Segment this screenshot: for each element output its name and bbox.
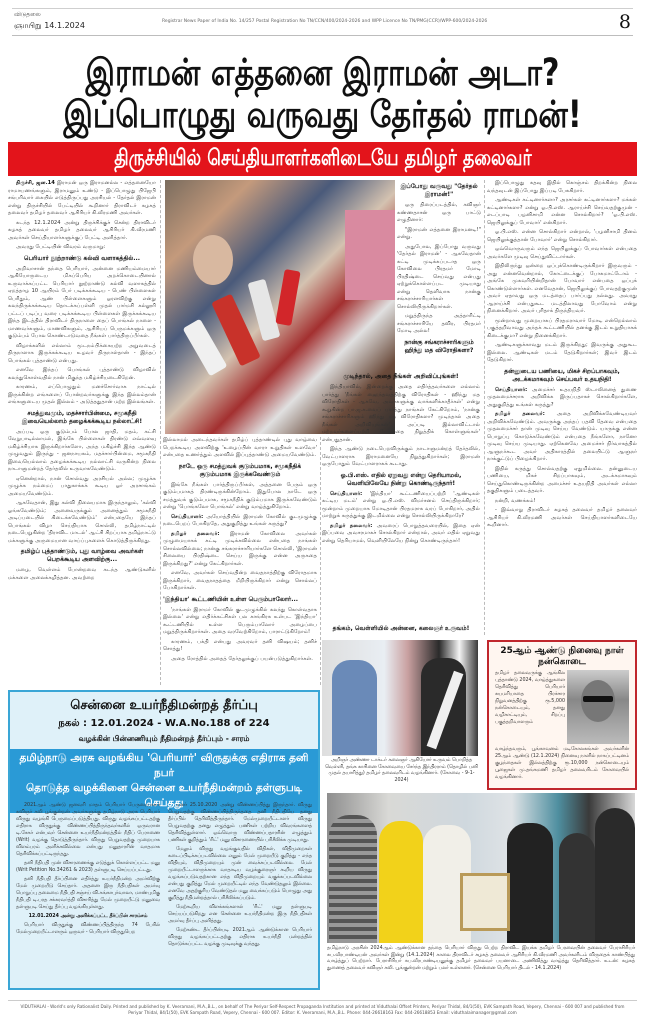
court-subtitle: வழக்கின் பின்னணியும் நீதிமன்றத் தீர்ப்பும் - சாரம்	[78, 734, 250, 743]
article-paragraph: காரணம், பக்தி என்பது அவரவர் தனி விஷயம்; தனிச் சொத்து!	[163, 638, 317, 652]
award-frame	[460, 873, 510, 931]
microphone-shape	[248, 279, 281, 342]
article-paragraph: மழை, வெள்ளம் போன்றவை கடந்த ஆண்டுகளில் மக்களை அலைக்கழித்தன. அவற்றை	[8, 567, 156, 581]
article-paragraph: ஆண்டிகள் கட்டினார்களா? அரசர்கள் கட்டினார்களா? மக்கள் கட்டினார்களா? என்று ஓ.பி.எஸ். ஆராய்ச்சி செய்வதற்குமுன் - எடப்பாடி பழனிசாமி என்ன சொல்கிறார்? 'ஓ.பி.எஸ். ஜெயிலுக்குப் போவார்' என்கிறார்.	[487, 197, 637, 226]
court-case-ref: நகல் : 12.01.2024 - W.A.No.188 of 224	[58, 718, 270, 729]
subheading: நாடே ஒரு சமத்துவக் குடும்பமாக, சமூகநீதிக் குடும்பமாக இருக்கவேண்டும்	[178, 462, 302, 478]
photo-figure	[595, 808, 635, 943]
subheading: ஓ.பி.எஸ். எதில் ஏறுவது என்று தெரியாமல், வெளியிலேயே நின்று கொண்டிருந்தார்!	[340, 471, 462, 487]
article-paragraph: ஆண்டிகளுக்காவது மடம் இருக்கிறது; இவருக்கு அதுகூட இல்லை. ஆண்டிகள் மடம் தேடுகிறார்கள்; இவர் இடம் தேடுகிறார்.	[487, 342, 637, 363]
memorial-donation-box	[487, 640, 637, 790]
photo-figure	[559, 833, 595, 943]
qa-answer: தமிழர் தலைவர்: அதை அறிவிக்கவேண்டியவர் அறிவிக்கவேண்டும். அவருக்கு அந்தப் பதவி தேவை என்பதை முதலமைச்சர் தான் முடிவு செய்ய வேண்டும். யாருக்கு என்ன பொறுப்பு கொடுக்கவேண்டும் என்பதை நீங்களோ, நானோ முடிவு செய்ய முடியாது. ஏற்கெனவே அமைச்சர் நிர்வாகத்தில் ஆளுநர்கூட அவர் அதிகாரத்தில் தலையிட்டு ஆளுநர் நாக்குட்டுப் பிழைக்கிறார்.	[487, 411, 637, 462]
sub-headline-banner	[8, 142, 637, 176]
issue-date: ஞாயிறு 14.1.2024	[14, 21, 85, 30]
article-paragraph: காரணம், எப்பொழுதும் மனச்சோர்வாக நாட்டில் இருக்கின்ற எங்களைப் போன்றவர்களுக்கு இந்த இல்லம்தான் எங்களுடைய முதல் இல்லம் - அடுத்ததுதான் மற்ற இல்லங்கள்.	[8, 384, 156, 405]
article-column-3b	[322, 370, 480, 620]
subheading: தமிழ்ப் புத்தாண்டும், புது வாழ்வை அவர்கள் பெறக்கூடிய அளவிற்கு...	[20, 548, 144, 563]
court-paragraph: மேலும் விருது வழங்குவதில் விதிகள், விதிமுறைகள் கடைப்பிடிக்கப்படவில்லை எனும் மேல் முறையீடு குறித்து - எந்த விதியும், விதிமுறையும் முன் வைக்கப்படவில்லை. மேல் முறையீட்டாளருக்காக வாதாடிய வழக்குரைஞர் கூறிய விருது வழங்கப்படுவதற்கான எந்த விதிமுறையும் வகுக்கப்படவில்லை என்பது குறித்து மேல் முறையீட்டில் எந்த வேண்டுதலும் இல்லை. எனவே அதற்குரிய வேண்டுதல் மனு வைக்கப்படும் பொழுது அது குறித்து நீதிமன்றத்தால் பரிசீலிக்கப்படும்.	[168, 847, 312, 901]
article-paragraph: விழாக்களில் எல்லாம் மூடநம்பிக்கையற்ற அறுவடைத் திருநாளாக இருக்கக்கூடிய உழவர் திருநாள்தான் - இந்தப் பொங்கல் புத்தாண்டு என்பது.	[8, 342, 156, 364]
qa-question: செய்தியாளர்: அயோத்தியில் இராமன் கோவில் குடமுழுக்கு நடைபெறப் போகிறதே, அதுகுறித்து உங்கள் கருத்து?	[163, 513, 317, 527]
article-paragraph: அதுபோல, இப்போது வருவது 'தேர்தல் இராமன்' - ஆகவேதான் கட்டி முடிக்கப்படாத ஒரு கோவிலை பிரதமர் மோடி பிரதிஷ்டை செய்வது என்பது ஏற்றுக்கொள்ளப்பட முடியாது என்று தெளிவாக நான்கு சங்கராச்சாரியார்கள் சொல்லியிருக்கிறார்கள்.	[397, 243, 481, 310]
court-paragraph: தனி நீதிபதி முன் விசாரணைக்கு எடுத்துக் கொள்ளப்பட்ட மனு (Writ Petition No.34261 & 2023) தள்ளுபடி செய்யப்பட்டது.	[16, 861, 160, 873]
photo-figure	[583, 696, 613, 702]
article-paragraph: இங்கே நீங்கள் பார்த்திருப்பீர்கள், அத்தனை பேரும் ஒரு குடும்பமாகத் திரண்டிருக்கின்றோம். இதுபோல நாடே ஒரு சமத்துவக் குடும்பமாக, சமூகநீதிக் குடும்பமாக இருக்கவேண்டும் என்று 'பொங்கலோ பொங்கல்' என்று வாழ்த்துகிறோம்.	[163, 481, 317, 510]
court-band-line-2: தொடுத்த வழக்கினை சென்னை உயர்நீதிமன்றம் தள்ளுபடி செய்தது	[26, 782, 302, 809]
article-paragraph: இந்த ஆண்டு நடைபெறவிருக்கும் நாடாளுமன்றத் தேர்தலில், வேட்பாளராக இராமனையே நிறுத்துகிறார்கள்; இராமன் ஒருபோதும் வேட்பாளராகக் கூடாது.	[322, 446, 480, 467]
article-paragraph: ஆகவேதான், இது கல்வி நிலையமாக இருந்தாலும், 'கல்வி ஓங்கவேண்டும்; அனைவருக்கும் அனைத்தும் சமூகநீதி அடிப்படையில் கிடைக்கவேண்டும்' என்பதையே இந்தப் பொங்கல் விழா செய்தியாக சொல்லி, தமிழ்நாட்டில் நடைபெறுகின்ற 'திராவிட மாடல்' ஆட்சி சிறப்பாக தமிழ்நாட்டு மக்களுக்கு அருமையான வாய்ப்புகளைக் கொடுத்திருக்கிறது.	[8, 500, 156, 544]
court-columns	[16, 802, 312, 982]
court-title: சென்னை உயர்நீதிமன்றத் தீர்ப்பு	[70, 698, 258, 713]
court-paragraph: தனி நீதிபதி தீர்ப்பினை எதிர்த்து உயர்நீதிமன்ற அமர்விற்கு மேல் முறையீடு செய்தார். அதனை இரு நீதிபதிகள் அமர்வு பொறுப்பு தலைமை நீதிபதி சஞ்சய் வி.கங்காபுர்வாலா, மாண்புமிகு நீதிபதி டி.பரத சக்கரவர்த்தி விசாரித்து மேல் முறையீட்டு மனுவை தள்ளுபடி செய்து தீர்ப்பு வழங்கியுள்ளது.	[16, 877, 160, 910]
article-paragraph: மறுத்திருந்த அத்தாரிட்டி சங்கராச்சாரியே தவிர, பிரதமர் மோடி அல்ல!	[397, 313, 481, 334]
page-number: 8	[618, 11, 631, 33]
footer-line-1: VIDUTHALAI - World's only Rationalist Daily. Printed and published by K. Veeramani, M.A.,B.L., on behalf of The Periyar Self-Respect Propaganda Institution and printed at Viduthalai Offset Printers, Periyar Thidal, 84/1(50), EVK Sampath Road, Vepery, Chennai - 600 007 and published from	[20, 1004, 625, 1009]
court-verdict-box	[8, 690, 320, 990]
article-paragraph: 'நாங்கள் இராமர் கோவில் குடமுழுக்கில் கலந்து கொள்வதாக இல்லை' என்று எதிர்க்கட்சிகள் பல காங்கிரசு உள்பட 'இந்தியா' கூட்டணியில் உள்ள பெரும்பாலோர் அழைப்பை மறுத்திருக்கிறார்கள். அதை வரவேற்கிறோம், பாராட்டுகிறோம்!	[163, 606, 317, 635]
article-paragraph: அப்படி ஒரு குடும்பம் போல ஜாதி, மதம், கட்சி வேறுபாடில்லாமல், இங்கே பிள்ளைகள் திரண்டு எவ்வளவு மகிழ்ச்சியாக இருக்கிறார்களோ, அந்த மகிழ்ச்சி இந்த ஆண்டு முழுவதும் இருந்து - ஜனநாயகம், மதச்சார்பின்மை, சமூகநீதி இவையெல்லாம் தழைக்கக்கூடிய நல்லாட்சி வருகின்ற நிலை நாடாளுமன்றத் தேர்தலில் உருவாகவேண்டும்.	[8, 428, 156, 472]
article-paragraph: திருச்சி, ஜன.14 இராமன் ஒரு இராமனல்ல - எத்தனையோ ராமாயணங்களும், இராமனும் உண்டு - இப்பொழுது பிஜேபி சங்பரிவார் கையில் எடுத்திருப்பது அரசியல் - தேர்தல் இராமன் என்று திருச்சியில் பேட்டியில் கூறினார் திராவிடர் கழகத் தலைவர் தமிழர் தலைவர் ஆசிரியர் கி.வீரமணி அவர்கள்.	[8, 180, 156, 216]
photo2-title: தங்கம், வெள்ளியில் அன்னை, கலைஞர் உருவம்!	[332, 625, 470, 632]
article-paragraph: நன்றி, வணக்கம்!	[495, 497, 536, 504]
court-paragraph: ஏனர் 25.10.2020 அன்று விண்ணப்பித்து இருந்தார். விருது பெறுவதற்கு விண்ணப்பித்திருந்ததை தனி நீதிபதியே தனது தீர்ப்பில் தெரிவித்திருந்தார். மேல்முறையீட்டாளர் விருது பெறுவதற்கு தனது எழுத்தும் பணிகள் பற்றிய விவரங்களைத் தெரிவித்துள்ளார். ஒவ்வொரு விண்ணப்பதாரரின் எழுத்தும் பணிகள் குறித்தும் 'ரிட்' மனு விசாரணையில் பரிசீலிக்க முடியாது.	[168, 803, 312, 843]
masthead	[12, 8, 633, 36]
photo-figure	[507, 823, 553, 943]
column-divider	[484, 180, 485, 635]
article-column-2	[163, 437, 317, 685]
photo2-caption: அறிஞர் அண்ணா டாக்டர் கலைஞர் ஆகியோர் உருவம் பொறித்த வெள்ளி, தங்க காசினை கோவையை சேர்ந்த இந்திரராம் (தொழில் பனி முதல் தயாரித்து) தமிழர் தலைவரிடம் வழங்கினார். (கோவை - 9-1-2024)	[325, 758, 478, 783]
article-column-3	[397, 180, 481, 370]
article-paragraph: அறிவாசான் தந்தை பெரியார், அன்னை மணியம்மையார் ஆகியோருடைய மிகப்பெரிய அறக்கொடையினால் உருவாக்கப்பட்ட பெரியார் நூற்றாண்டு கல்வி வளாகத்தில் ஏறத்தாழ 10 ஆயிரம் பேர் படிக்கக்கூடிய - பெண் பிள்ளைகள் பெரிதும், ஆண் பிள்ளைகளும் ஓரளவிற்கு என்று கலந்திருக்கக்கூடிய தொடக்கப்பள்ளி முதல் பார்மசி கல்லூரி பட்டப் படிப்பு வரை படிக்கக்கூடிய பிள்ளைகள் இருக்கக்கூடிய இந்த இடத்தில் திராவிடர் திருநாளை தைப் பொங்கல் நாளை - மாணவர்களும், மாணவிகளும், ஆசிரியப் பெருமக்களும் ஒரு குடும்பம் போல கொண்டாடுவதை நீங்கள் பார்த்திருப்பீர்கள்.	[8, 265, 156, 339]
page-footer	[8, 1000, 637, 1016]
registration-info: Registrar News Paper of India No. 14/257 Postal Registration No TN/CCN/400/2024-2026 and WPP Licence No TN/PMG(CCR)/WPP-600/2024-2026	[162, 19, 488, 24]
award-group-photo	[327, 793, 635, 943]
article-paragraph: அதை ரோத்தில் அதைத் தேர்தலுக்குப் பயன்படுத்துகிறார்கள்.	[171, 655, 313, 662]
photo-figure	[345, 210, 395, 300]
memorial-text: தமிழர் தலைவருக்கு ஆங்கில புத்தாண்டு 2024, வாழ்த்துகளை தெரிவித்து பெரியார் சுயமரியாதை பிரச்சார நிறுவனத்திற்கு ரூ.5,000 நன்கொடையும், தனது வழிகாட்டியும், சிறப்பு பகுத்தறிவாளரும்	[495, 671, 565, 725]
headline-line-1: இராமன் எத்தனை இராமன் அடா?	[85, 51, 560, 94]
subheading: நான்கு சங்கராச்சாரிகளும் ஹிந்து மத விரோதிகளா?	[404, 338, 474, 354]
court-paragraph: மேற்கண்ட தீர்ப்பின்படி 2021ஆம் ஆண்டுக்கான பெரியார் விருது வழங்கப்பட்டதற்கு எதிராக உயர்நீதி மன்றத்தில் தொடுக்கப்பட்ட வழக்கு முடிவுக்கு வந்தது.	[168, 928, 312, 947]
article-paragraph: இந்தியாவில், இன்றைக்கு அதை எதிர்த்தவர்களை எல்லாம் பார்த்து 'நீங்கள் ஹைந்தவத்திற்கு விரோதிகள் - ஹிந்து மத விரோதிகள் - ஆகவே, அவர்களுக்கு வாக்களிக்காதீர்கள்' என்று கூறுகின்ற பா.ஜ.க.வைப் பார்த்து நாங்கள் கேட்கிறோம், 'நான்கு சங்கராச்சாரிகளும் ஹிந்து மத விரோதிகளா? முடிந்தால் அதை நீங்கள் அறிவியுங்கள்' அப்படி இல்லாவிட்டால் மற்றவர்களைப்பற்றி பேசுவதை நிறுத்திக் கொள்ளுங்கள்' என்பதுதான்.	[322, 384, 480, 443]
banner-text: திருச்சியில் செய்தியாளர்களிடையே தமிழர் தலைவர்	[113, 146, 532, 171]
memorial-title: 25ஆம் ஆண்டு நினைவு நாள் நன்கொடை	[500, 646, 624, 667]
subheading: இப்போது வருவது "தேர்தல் இராமன்!"	[400, 183, 478, 198]
qa-answer: தமிழர் தலைவர்: அவரைப் பொறுத்தவரையில், இதை ஏன் இப்பவை அவசரமாகச் சொல்கிறார் என்றால், அவர் எதில் ஏறுவது என்று தெரியாமல், வெளியிலேயே நின்று கொண்டிருந்தார்!	[322, 522, 480, 544]
court-paragraph: மேற்கூறிய விளக்கங்களால் 'ரிட்' மனு தள்ளுபடி செய்யப்படுகிறது என சென்னை உயர்நீதிமன்ற இரு நீதிபதிகள் அமர்வு தீர்ப்பு அளித்தது.	[168, 905, 312, 924]
article-paragraph: ஏனென்றால், நான் சொல்வது அரசியல் அல்ல; முழுக்க முழுக்க நம்மைப் பாதுகாக்கக் கூடிய ஓர் அரசாங்கம் அமையவேண்டும்.	[8, 475, 156, 497]
photo-figure	[193, 235, 233, 285]
subheading: சமத்துவமும், மதச்சார்பின்மை, சமூகநீதி இவையெல்லாம் தழைக்கக்கூடிய நல்லாட்சி!	[21, 409, 143, 425]
article-paragraph: கடந்த 12.1.2024 அன்று திருச்சிக்குச் சென்ற திராவிடர் கழகத் தலைவர் தமிழர் தலைவர் ஆசிரியர் கி.வீரமணி அவர்கள் செய்தியாளர்களுக்குப் பேட்டி அளித்தார்.	[8, 219, 156, 241]
article-paragraph: - இவ்வாறு திராவிடர் கழகத் தலைவர் தமிழர் தலைவர் ஆசிரியர் கி.வீரமணி அவர்கள் செய்தியாளர்களிடையே கூறினார்.	[487, 507, 637, 528]
court-paragraph: 2021ஆம் ஆண்டு ஜனவரி மாதம் பெரியார் பேருரையாளர் கவிஞர் கலி பூங்குன்றன் அவர்களுக்கு தமிழ்நாடு அரசு பெரியார் விருது வழங்கி பெருமைப்படுத்தியது. விருது வழங்கப்பட்டதற்கு எதிராக விருதுக்கு விண்ணப்பித்திருந்தவர்களில் ஒருவரான டி.சேகர் என்பவர் சென்னை உயர்நீதிமன்றத்தில் நீதிப் பேராணை (Writ) வழக்கு தொடுத்திருந்தார். விருது பெறுவதற்கு முறையாக விளம்பரம் அளிக்கவில்லை என்பது மனுதாரரின் வாதமாக தெரிவிக்கப்பட்டிருந்தது.	[16, 803, 160, 857]
article-paragraph: "இராமன் எத்தனை இராமனடி!" என்று.	[397, 226, 481, 240]
court-paragraph: பெரியார் விருதுக்கு விண்ணப்பித்திருந்த 74 பேரில் மேல்முறையீட்டாளரும் ஒருவர் - பெரியார் விருதுபெற	[16, 923, 160, 935]
article-paragraph: இதில் கருத்து சொல்வதற்கு ஏதுமில்லை. தன்னுடைய பணியை, மிகச் சிறப்பாகவும், அடக்கமாகவும் செய்துகொண்டிருக்கின்ற அமைச்சர் உதயநிதி அவர்கள் எல்லா தகுதிகளும் படைத்தவர்.	[487, 465, 637, 494]
article-paragraph: எனவே, அவர்கள் செய்வதின்ற வைதநாத்திற்கு விரோதமாக இருக்கிறார், வைதநாதத்தை மீறியிருக்கிறார் என்று சொல்லப் போகிறார்கள்.	[163, 570, 317, 591]
main-headline	[0, 52, 645, 136]
article-paragraph: அவரது பேட்டியின் விவரம் வருமாறு:	[16, 244, 106, 250]
article-paragraph: இப்பொழுது கதவு இதில் கொஞ்சம் திறக்கின்ற நிலை வந்தவுடன் இப்போது இப்படி பேசுகிறார்.	[487, 180, 637, 194]
photo-figure	[379, 821, 423, 943]
microphone-shape	[183, 319, 228, 377]
court-column-left	[16, 802, 160, 982]
subheading: பெரியார் நூற்றாண்டு கல்வி வளாகத்தில்...	[23, 254, 141, 262]
article-paragraph: இல்லாமல் அடைந்தவர்கள் தமிழ்ப் புத்தாண்டில் புது வாழ்வை பெறக்கூடிய அளவிற்கு 'உழைப்பின் வாரா உறுதிகள் உளவோ' என்பதை உணர்த்தும் அளவில் இப்புத்தாண்டு அமையவேண்டும்.	[163, 437, 317, 458]
column-divider	[320, 437, 321, 685]
subheading: 'இந்தியா' கூட்டணியின் உள்ள பெரும்பாலோர்...	[163, 595, 299, 603]
subheading: தன்னுடைய பணியை, மிகச் சிறப்பாகவும், அடக்கமாகவும் செய்பவர் உதயநிதி!	[504, 367, 620, 383]
coin-presentation-photo	[322, 640, 478, 756]
subheading: முடிந்தால், அதை நீங்கள் அறிவிப்புங்கள்!	[343, 373, 459, 380]
qa-question: செய்தியாளர்: அமைச்சர் உதயநிதி ஸ்டாலினைத் துணை முதலமைச்சராக அறிவிக்க இருப்பதாகச் சொல்கிறார்களே, அதுகுறித்து உங்கள் கருத்து?	[487, 386, 637, 408]
column-divider	[160, 180, 161, 685]
court-band-line-1: தமிழ்நாடு அரசு வழங்கிய 'பெரியார்' விருதுக்கு எதிராக தனி நபர்	[19, 752, 309, 779]
headline-line-2: இப்பொழுது வருவது தேர்தல் ராமன்!	[63, 93, 582, 136]
qa-question: செய்தியாளர்: 'இந்தியா' கூட்டணியைப்பற்றி 'ஆண்டிகள் கட்டிய மடம்' என்று ஓ.பி.எஸ். விமர்சனம் செய்திருக்கிறார்; மூன்றாம் முறையாக மோடிதான் பிரதமராக வரப் போகிறார், அதில் மாற்றுக் கருத்துக்கு இடமில்லை என்று சொல்லியிருக்கிறாரே?	[322, 490, 480, 519]
article-paragraph: ஒவ்வொருவரும் எந்த ஜெயிலுக்குப் போவார்கள் என்பதை அவர்களே முடிவு செய்துவிட்டார்கள்.	[487, 246, 637, 260]
footer-line-2: Periyar Thidal, 84/1(50), EVK Sampath Road, Vepery, Chennai - 600 007. Editor: K. Veeramani, M.A.,B.L. Phone: 044-26618163 Fax: 044-26618853 Email: viduthalaimanager@gmail.com	[128, 1010, 517, 1015]
article-column-4	[487, 180, 637, 635]
microphone-shape	[275, 269, 300, 326]
memorial-text: வாழ்ந்தவரும், பூங்காவனம் மடிகோலகங்கள் அவர்களின் 25ஆம் ஆண்டு (12.1.2024) நினைவு நாளில் நாகப்பட்டினம் குழந்தைகள் இல்லத்திற்கு ரூ.10,000 நன்கொடையும் பூஜைகள் மு.தங்கமணி தமிழர் தலைவரிடம் கோவையில் வழங்கினார்.	[495, 747, 629, 780]
photo-figure	[329, 815, 377, 943]
article-paragraph: ஒரு திரைப்படத்தில், கவிஞர் கண்ணதாசன் ஒரு பாட்டு எழுதினார்:	[397, 202, 481, 223]
court-subheading: 12.01.2024 அன்று அளிக்கப்பட்ட தீர்ப்பின் சாரம்சம்	[28, 914, 148, 919]
article-paragraph: ஓ.பி.எஸ். என்ன சொல்கிறார் என்றால், 'பழனிசாமி தினம் ஜெயிலுக்குத்தான் போவார்' என்று சொல்கிறார்.	[487, 229, 637, 243]
article-paragraph: மூன்றாவது முறையாகப் பிரதமராவார் மோடி என்றெல்லாம் பகுத்தறிவாவது அந்தக் கூட்டணியில் தனக்கு இடம் உறுதியாகக் கிடைக்குமா? என்று நினைக்கிறார்.	[487, 317, 637, 339]
dateline: திருச்சி, ஜன.14	[16, 180, 55, 186]
photo3-caption: தமிழ்நாடு அரசின் 2024ஆம் ஆண்டுக்கான தந்தை பெரியார் விருது பெற்ற திராவிட இயக்க தமிழர் பேரவையின் தலைவர் பேராசிரியர் சுப.வீரபாண்டியன் அவர்கள் இன்று (14.1.2024) காலை திராவிடர் கழகத் தலைவர் ஆசிரியர் கி.வீரமணி அவர்களிடம் விருதைக் காண்பித்து வாழ்த்துப் பெற்றார். பேராசிரியர் சுப.வீரபாண்டியனுக்கு தமிழர் தலைவர் பயனாடை அணிவித்து வாழ்த்து தெரிவித்தார். உடன்: கழகத் துணைத் தலைவர் கவிஞர் கலி. பூங்குன்றன் மற்றும் பலர் உள்ளனர். (சென்னை பெரியார் திடல் - 14.1.2024)	[327, 946, 635, 971]
qa-answer: தமிழர் தலைவர்: இராமன் கோவிலை அவர்கள் முழுமையாகக் கட்டி முடிக்கவில்லை என்பதை நாங்கள் சொல்லவில்லை; நான்கு சங்கராச்சாரியார்களே சொல்லி, 'இராமன் சிலையை பிரதிஷ்டை செய்ய இருக்கு என்ன அருகதை இருக்கிறது?' என்று கேட்கிறார்கள்.	[163, 530, 317, 567]
article-paragraph: எனவே இந்தப் பொங்கல் புத்தாண்டு விழாவில் கலந்துகொள்வதில் நான் மிகுந்த மகிழ்ச்சியடைகிறேன்.	[8, 367, 156, 381]
photo-figure	[332, 660, 377, 755]
portrait-photo	[567, 670, 629, 744]
paper-name: விடுதலை	[14, 11, 41, 18]
court-column-right	[168, 802, 312, 982]
article-column-1	[8, 180, 156, 685]
article-paragraph: இதிலிருந்து ஒன்றை ஒப்புக்கொண்டிருக்கிறார் இருவரும் - அது என்னவென்றால், கோட்டைக்குப் போகமாட்டோம் - அங்கே முகவரியின்றிதான் போவார் என்பதை ஒப்புக் கொண்டுள்ளார்கள். எனவேதான், ஜெயிலுக்குப் போவதற்குமுன் அவர் ஏதாவது ஒரு மடத்தைப் பார்ப்பது நல்லது. அவரது ஆராய்ச்சி என்பதுகூட மடத்திலாவது போவோம் என்று நினைக்கிறார். அவர் புரிதாக் திருந்தியவர்.	[487, 263, 637, 314]
